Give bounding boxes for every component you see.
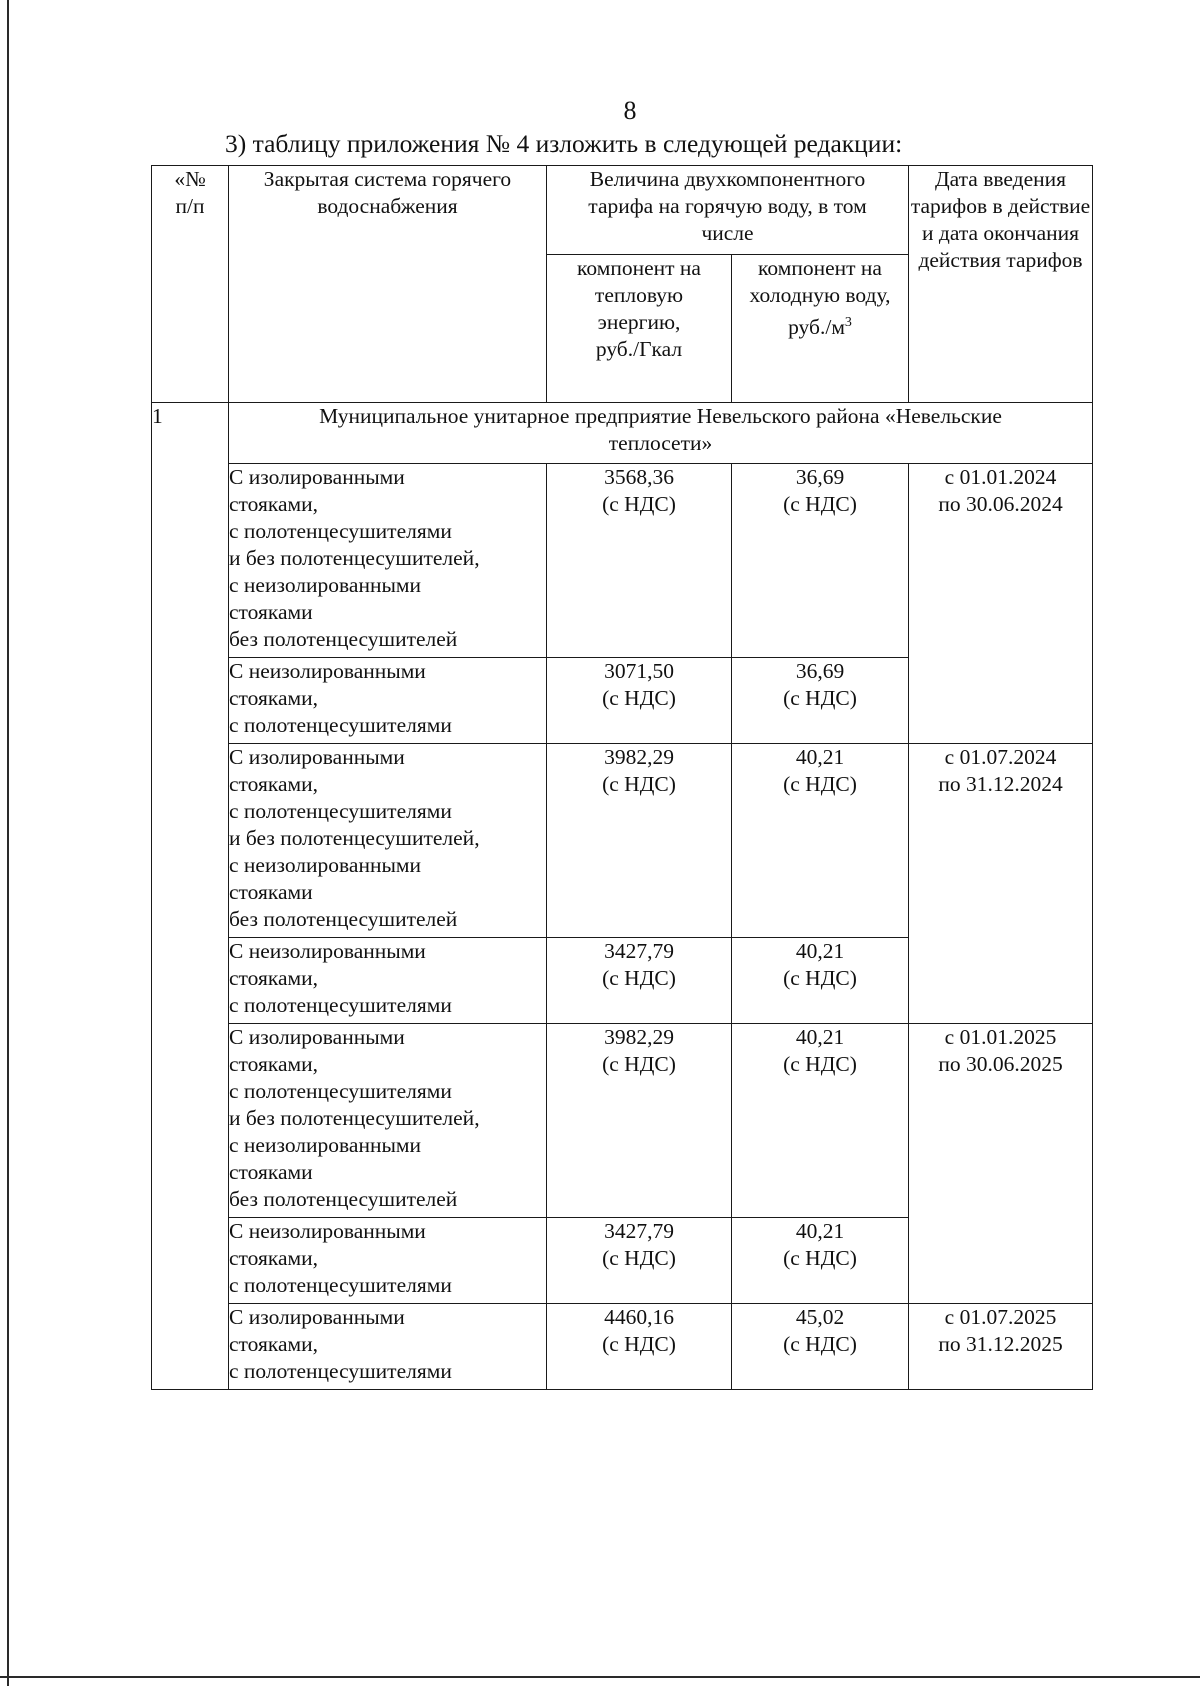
cold-value-cell: 40,21 (с НДС) [732,744,909,938]
cold-value-cell: 40,21 (с НДС) [732,938,909,1024]
table-row [152,744,1093,938]
cold-value-cell: 40,21 (с НДС) [732,1024,909,1218]
period-cell: с 01.01.2025 по 30.06.2025 [909,1024,1093,1304]
cold-value-cell: 36,69 (с НДС) [732,658,909,744]
cold-value-cell: 45,02 (с НДС) [732,1304,909,1390]
heat-value-cell: 3427,79 (с НДС) [547,1218,732,1304]
intro-text: 3) таблицу приложения № 4 изложить в следующей редакции: [225,129,903,158]
heat-value-cell: 3071,50 (с НДС) [547,658,732,744]
table-row [152,1304,1093,1390]
header-heat-component: компонент на тепловую энергию, руб./Гкал [547,255,732,403]
system-cell: С неизолированными стояками, с полотенцесушителями [229,1218,547,1304]
heat-value-cell: 3568,36 (с НДС) [547,464,732,658]
section-row [152,403,1093,464]
row-number: 1 [152,403,229,1390]
period-cell: с 01.01.2024 по 30.06.2024 [909,464,1093,744]
header-row-1 [152,166,1093,255]
header-system: Закрытая система горячего водоснабжения [229,166,547,403]
header-cold-component: компонент на холодную воду, $руб./м^3$ [732,255,909,403]
scan-edge-bottom [0,1676,1200,1678]
organization-name: Муниципальное унитарное предприятие Невельского района «Невельские теплосети» [229,403,1093,464]
system-cell: С неизолированными стояками, с полотенцесушителями [229,658,547,744]
tariff-table [151,165,1093,1390]
table-row [152,464,1093,658]
period-cell: с 01.07.2024 по 31.12.2024 [909,744,1093,1024]
header-date: Дата введения тарифов в действие и дата окончания действия тарифов [909,166,1093,403]
cold-value-cell: 36,69 (с НДС) [732,464,909,658]
system-cell: С изолированными стояками, с полотенцесушителями и без полотенцесушителей, с неизолированными стояками без полотенцесушителей [229,464,547,658]
heat-value-cell: 3427,79 (с НДС) [547,938,732,1024]
heat-value-cell: 4460,16 (с НДС) [547,1304,732,1390]
scan-edge-left [7,0,9,1686]
system-cell: С изолированными стояками, с полотенцесушителями [229,1304,547,1390]
system-cell: С изолированными стояками, с полотенцесушителями и без полотенцесушителей, с неизолированными стояками без полотенцесушителей [229,744,547,938]
header-tariff: Величина двухкомпонентного тарифа на горячую воду, в том числе [547,166,909,255]
system-cell: С изолированными стояками, с полотенцесушителями и без полотенцесушителей, с неизолированными стояками без полотенцесушителей [229,1024,547,1218]
page-number: 8 [623,96,637,125]
period-cell: с 01.07.2025 по 31.12.2025 [909,1304,1093,1390]
cold-value-cell: 40,21 (с НДС) [732,1218,909,1304]
system-cell: С неизолированными стояками, с полотенцесушителями [229,938,547,1024]
table-row [152,1024,1093,1218]
heat-value-cell: 3982,29 (с НДС) [547,744,732,938]
header-num: «№ п/п [152,166,229,403]
heat-value-cell: 3982,29 (с НДС) [547,1024,732,1218]
